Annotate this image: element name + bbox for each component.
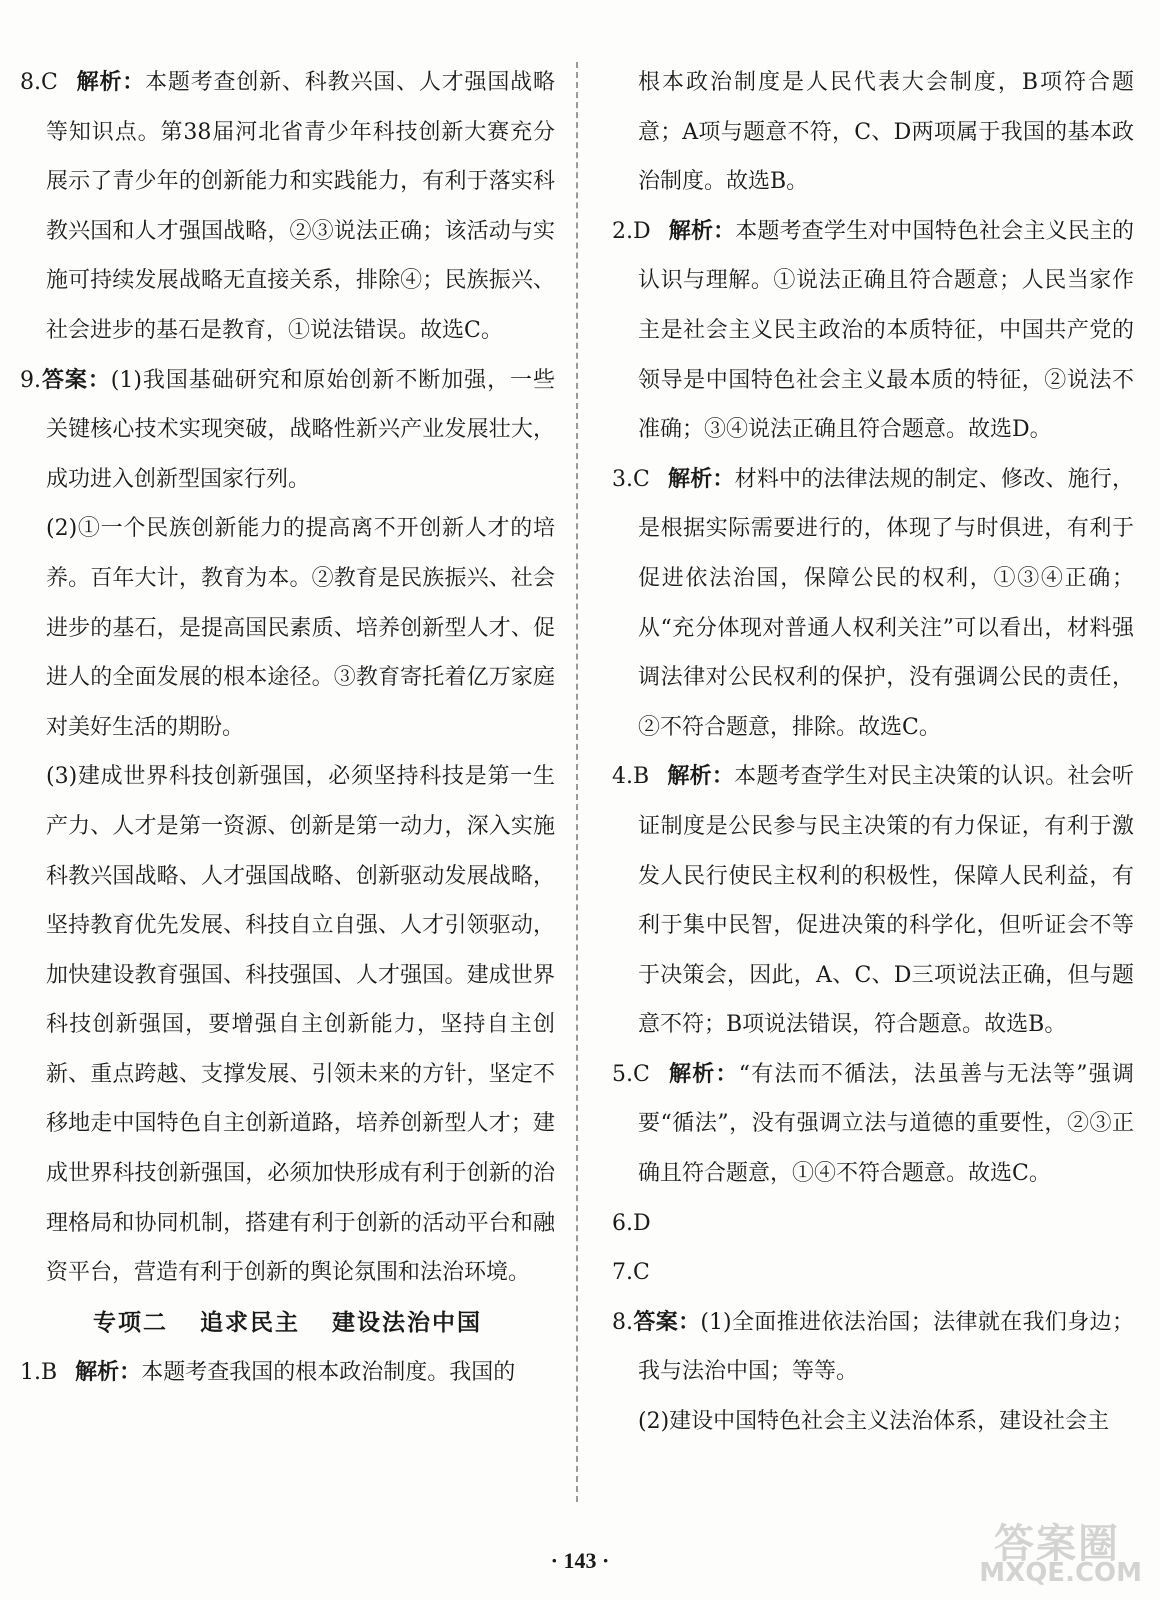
answer-item-9-part-2: (2)①一个民族创新能力的提高离不开创新人才的培养。百年大计，教育为本。②教育是民族振兴、社会进步的基石，是提高国民素质、培养创新型人才、促进人的全面发展的根本途径。③教育寄托着亿万家庭对美好生活的期盼。 xyxy=(46,516,555,740)
left-column xyxy=(20,58,555,1397)
item-number: 9. xyxy=(20,367,41,393)
item-label: 解析： xyxy=(75,1358,142,1385)
section2-item-4 xyxy=(612,752,1134,1050)
item-number: 8.C xyxy=(20,70,58,95)
section-title-part2: 追求民主 xyxy=(200,1308,300,1336)
page-number: · 143 · xyxy=(550,1548,610,1573)
item-text: 本题考查我国的根本政治制度。我国的 xyxy=(141,1359,516,1385)
section2-item-3 xyxy=(612,455,1134,753)
item-label: 解析： xyxy=(75,69,146,95)
section2-item-1 xyxy=(20,1348,555,1398)
section-title-part3: 建设法治中国 xyxy=(332,1308,482,1336)
item-text: (1)全面推进依法治国；法律就在我们身边；我与法治中国；等等。 xyxy=(638,1309,1134,1385)
item-text: 本题考查学生对民主决策的认识。社会听证制度是公民参与民主决策的有力保证，有利于激发人民行使民主权利的积极性，保障人民利益，有利于集中民智，促进决策的科学化，但听证会不等于决策会，因此，A、C、D三项说法正确，但与题意不符；B项说法错误，符合题意。故选B。 xyxy=(638,764,1134,1038)
item-number: 2.D xyxy=(612,218,651,244)
column-divider xyxy=(576,62,578,1502)
section2-item-5 xyxy=(612,1050,1134,1199)
answer-item-8 xyxy=(20,58,555,356)
watermark-url: MXQE.COM xyxy=(979,1558,1142,1588)
item-number: 5.C xyxy=(612,1061,650,1087)
section2-item-8 xyxy=(612,1298,1134,1397)
section-title xyxy=(20,1298,555,1348)
item-label: 解析： xyxy=(668,217,736,244)
section-title-part1: 专项二 xyxy=(93,1308,168,1336)
section2-item-6: 6.D xyxy=(612,1210,651,1236)
item-text: (1)我国基础研究和原始创新不断加强，一些关键核心技术实现突破，战略性新兴产业发展壮大，成功进入创新型国家行列。 xyxy=(46,367,555,492)
item-label: 解析： xyxy=(667,763,735,790)
item-number: 8. xyxy=(612,1309,633,1335)
item-text: 本题考查创新、科教兴国、人才强国战略等知识点。第38届河北省青少年科技创新大赛充分展示了青少年的创新能力和实践能力，有利于落实科教兴国和人才强国战略，②③说法正确；该活动与实施可持续发展战略无直接关系，排除④；民族振兴、社会进步的基石是教育，①说法错误。故选C。 xyxy=(46,70,555,343)
section2-item-1-continued: 根本政治制度是人民代表大会制度，B项符合题意；A项与题意不符，C、D两项属于我国的基本政治制度。故选B。 xyxy=(638,70,1134,195)
watermark-logo xyxy=(976,1512,1146,1592)
item-number: 4.B xyxy=(612,764,650,790)
item-number: 3.C xyxy=(612,466,650,492)
item-text: 材料中的法律法规的制定、修改、施行，是根据实际需要进行的，体现了与时俱进，有利于促进依法治国，保障公民的权利，①③④正确；从“充分体现对普通人权利关注”可以看出，材料强调法律对公民权利的保护，没有强调公民的责任，②不符合题意，排除。故选C。 xyxy=(638,466,1134,740)
answer-item-9 xyxy=(20,356,555,505)
watermark-text: 答案圈 xyxy=(994,1521,1120,1567)
section2-item-7: 7.C xyxy=(612,1260,650,1286)
item-number: 1.B xyxy=(20,1359,58,1385)
item-label: 解析： xyxy=(667,465,735,492)
item-label: 答案： xyxy=(41,366,111,393)
right-column xyxy=(612,58,1134,1447)
section2-item-8-part-2: (2)建设中国特色社会主义法治体系，建设社会主 xyxy=(638,1409,1110,1435)
item-text: “有法而不循法，法虽善与无法等”强调要“循法”，没有强调立法与道德的重要性，②③正确且符合题意，①④不符合题意。故选C。 xyxy=(638,1061,1134,1187)
item-label: 解析： xyxy=(667,1060,739,1087)
item-label: 答案： xyxy=(633,1308,701,1335)
answer-item-9-part-3: (3)建成世界科技创新强国，必须坚持科技是第一生产力、人才是第一资源、创新是第一动力，深入实施科教兴国战略、人才强国战略、创新驱动发展战略，坚持教育优先发展、科技自立自强、人才引领驱动，加快建设教育强国、科技强国、人才强国。建成世界科技创新强国，要增强自主创新能力，坚持自主创新、重点跨越、支撑发展、引领未来的方针，坚定不移地走中国特色自主创新道路，培养创新型人才；建成世界科技创新强国，必须加快形成有利于创新的治理格局和协同机制，搭建有利于创新的活动平台和融资平台，营造有利于创新的舆论氛围和法治环境。 xyxy=(46,764,555,1286)
section2-item-2 xyxy=(612,207,1134,455)
item-text: 本题考查学生对中国特色社会主义民主的认识与理解。①说法正确且符合题意；人民当家作主是社会主义民主政治的本质特征，中国共产党的领导是中国特色社会主义最本质的特征，②说法不准确；③④说法正确且符合题意。故选D。 xyxy=(638,218,1134,443)
